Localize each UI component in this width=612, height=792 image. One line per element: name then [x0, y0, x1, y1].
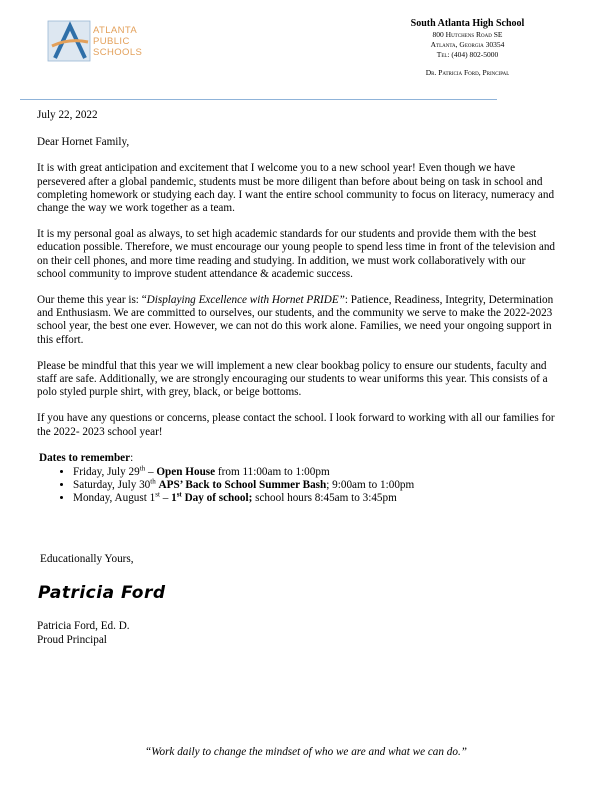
paragraph-goals: It is my personal goal as always, to set high academic standards for our students and provide them with the best education possible. Therefore, we must encourage our young people to spend less time in front of the television and on their cell phones, and more time reading and studying. In addition, we must work collaboratively with our school community to improve student attendance & academic success. [37, 228, 556, 280]
event-detail: school hours 8:45am to 3:45pm [252, 492, 397, 505]
logo-text-line: ATLANTA [93, 25, 138, 36]
date-day: Friday, July 29 [73, 466, 140, 479]
dates-list [37, 466, 557, 506]
address-line-2: Atlanta, Georgia 30354 [430, 40, 505, 49]
letter-date: July 22, 2022 [37, 109, 98, 121]
theme-text: : Patience, Readiness, Integrity, Determination and Enthusiasm. We are committed to ourselves, our students, and the community we serve to make the 2022-2023 school year, the best one ever. However, we can not do this work alone. Families, we need your ongoing support in this effort. [37, 294, 554, 346]
date-suffix: th [139, 464, 146, 473]
event-detail: from 11:00am to 1:00pm [215, 466, 330, 479]
principal-line: Dr. Patricia Ford, Principal [425, 68, 510, 77]
letter-body [37, 109, 557, 506]
signature-block [37, 620, 130, 647]
school-name: South Atlanta High School [410, 18, 525, 29]
logo-text [93, 25, 142, 58]
signer-title: Proud Principal [37, 633, 107, 646]
aps-logo [47, 20, 157, 70]
event-name [171, 492, 252, 504]
aps-a-logo-icon [47, 20, 93, 64]
event-name: Open House [156, 466, 216, 479]
list-item [73, 479, 557, 492]
event-title: Day of school; [181, 492, 253, 505]
dates-heading-label: Dates to remember [39, 451, 131, 464]
footer-quote: “Work daily to change the mindset of who we are and what we can do.” [144, 746, 468, 758]
date-day: Monday, August 1 [73, 492, 156, 505]
phone-number: Tel: (404) 802-5000 [436, 50, 499, 59]
date-suffix: st [155, 490, 160, 499]
date-sep: – [159, 492, 172, 505]
greeting: Dear Hornet Family, [37, 136, 130, 149]
header-divider [20, 99, 497, 100]
address-line-1: 800 Hutchens Road SE [432, 30, 503, 39]
logo-text-line: SCHOOLS [93, 47, 143, 58]
event-ordinal: 1 [171, 492, 177, 505]
event-ordinal-suffix: st [176, 490, 182, 499]
paragraph-theme [37, 294, 557, 347]
letterhead-block [380, 18, 555, 77]
signature: Patricia Ford [38, 583, 166, 603]
date-day: Saturday, July 30 [73, 479, 151, 492]
logo-text-line: PUBLIC [93, 36, 130, 47]
list-item [73, 492, 557, 505]
theme-title: Displaying Excellence with Hornet PRIDE” [146, 294, 345, 307]
valediction: Educationally Yours, [40, 553, 134, 565]
date-sep: – [145, 466, 157, 479]
dates-heading [39, 452, 557, 465]
dates-heading-colon: : [130, 451, 134, 464]
paragraph-policy: Please be mindful that this year we will implement a new clear bookbag policy to ensure our students, faculty and staff are safe. Additionally, we are strongly encouraging our students to wear uniforms this year. This consists of a polo styled purple shirt, with grey, black, or beige bottoms. [37, 359, 548, 399]
date-suffix: th [150, 477, 156, 486]
list-item [73, 466, 557, 479]
paragraph-welcome: It is with great anticipation and excitement that I welcome you to a new school year! Even though we have persevered after a global pandemic, students must be more diligent than before about being on task in school and completing homework or studying each day. I want the entire school community to focus on literacy, numeracy and change the way we work together as a team. [37, 162, 555, 215]
event-name: APS’ Back to School Summer Bash [158, 479, 327, 492]
theme-prefix: Our theme this year is: “ [37, 294, 147, 307]
event-detail: ; 9:00am to 1:00pm [326, 479, 415, 492]
paragraph-contact: If you have any questions or concerns, please contact the school. I look forward to working with all our families for the 2022- 2023 school year! [37, 412, 555, 438]
signer-name: Patricia Ford, Ed. D. [37, 620, 130, 632]
